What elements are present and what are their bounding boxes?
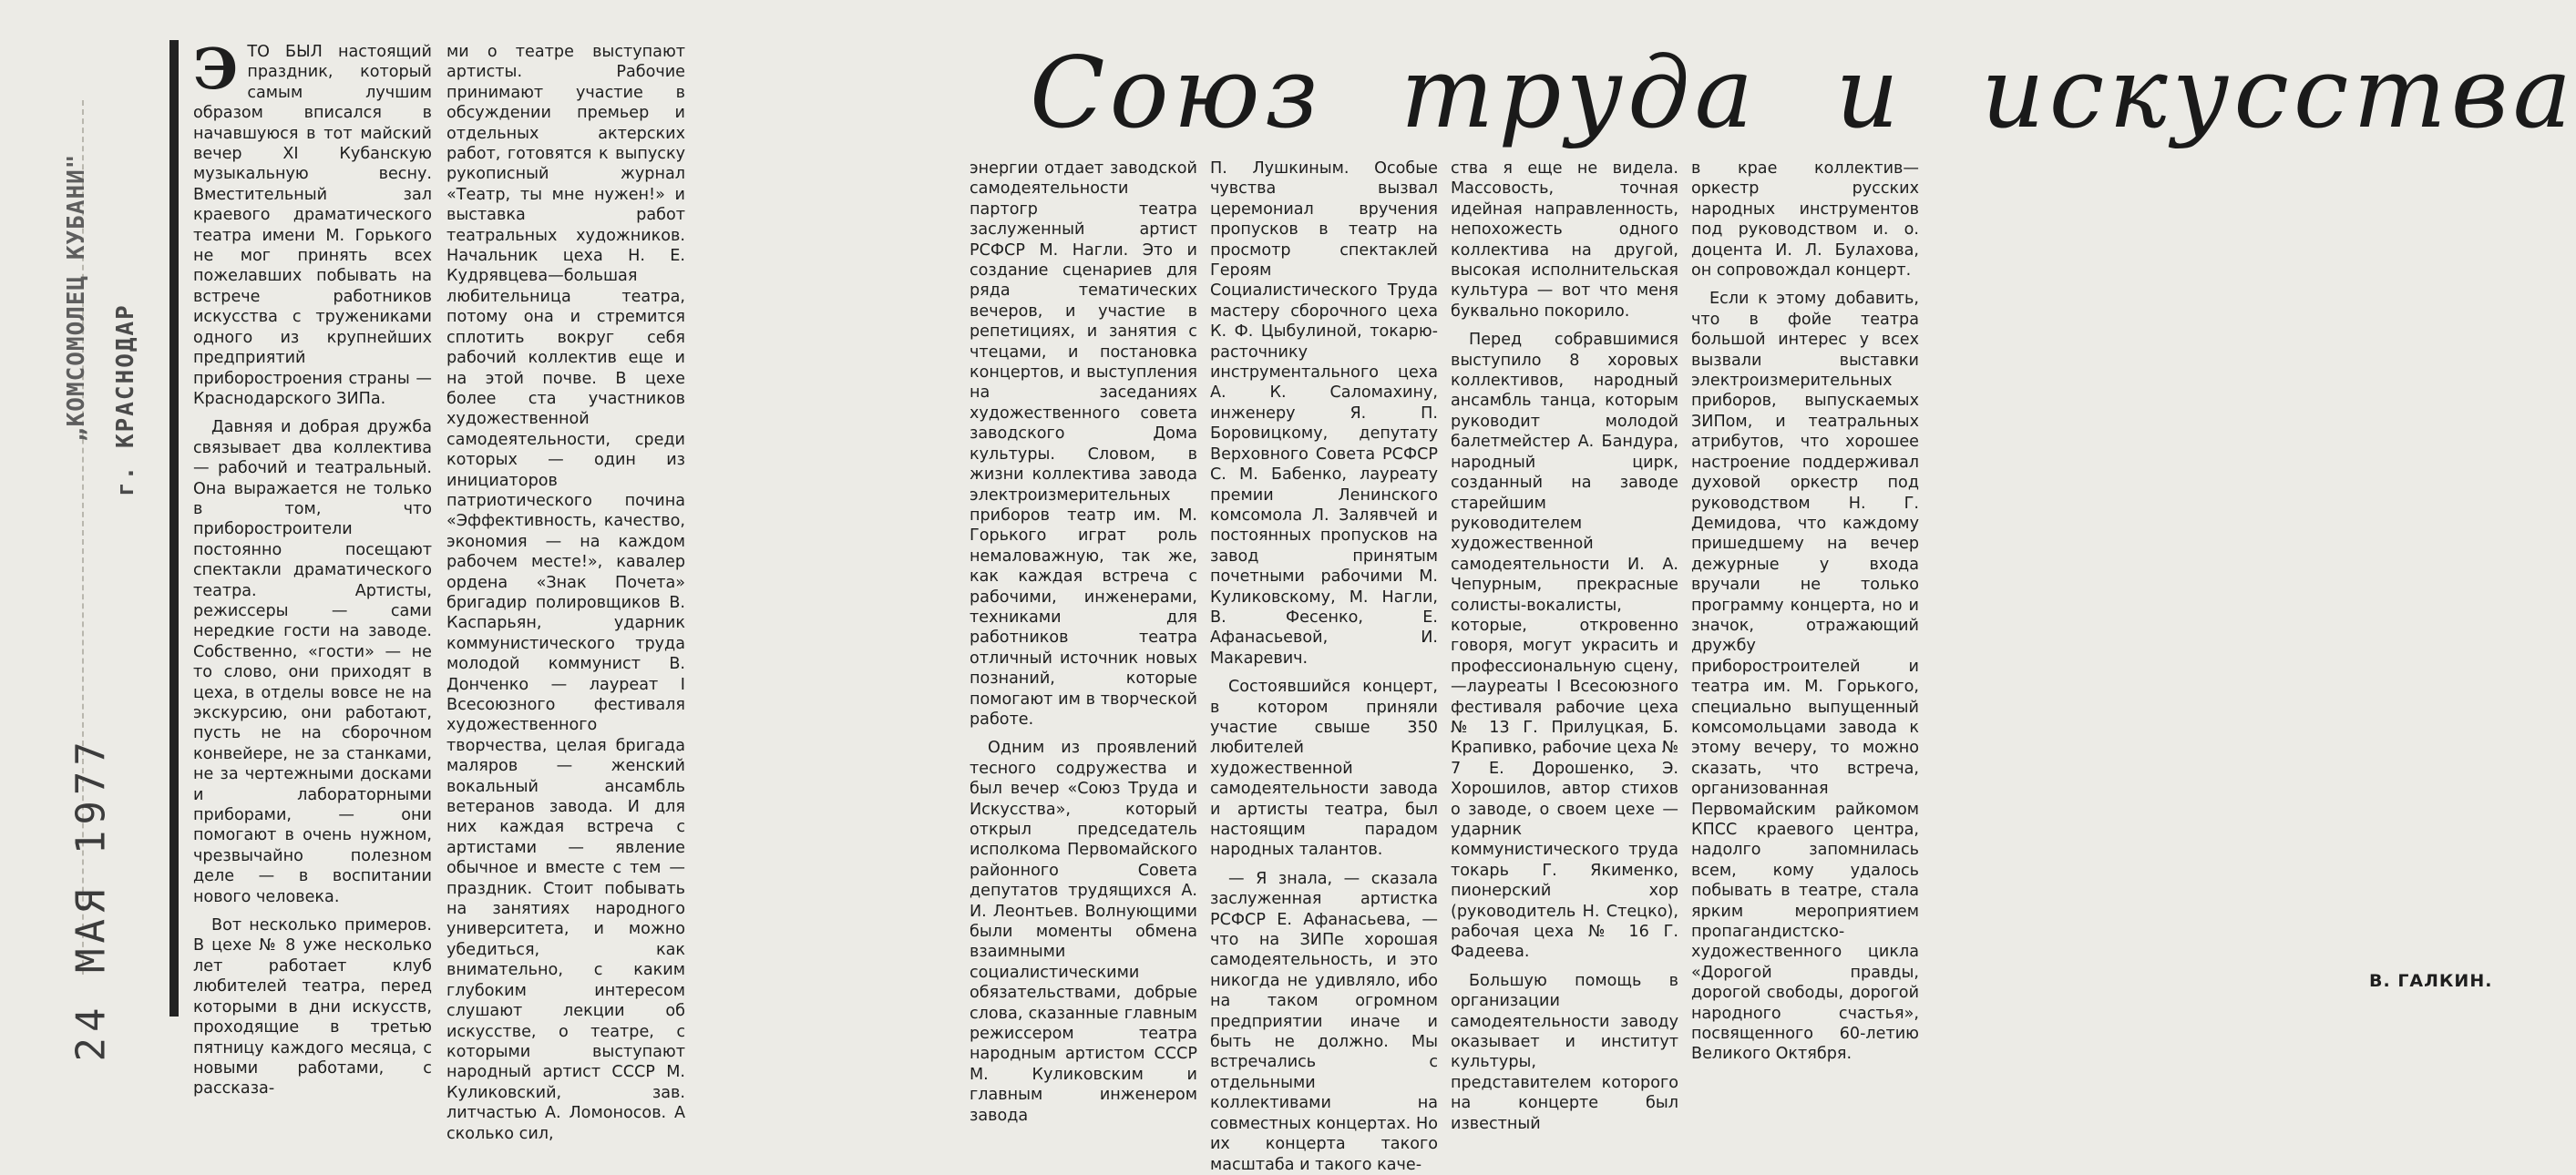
paragraph: ми о театре выступают артисты. Рабочие принимают участие в обсуждении премьер и отдельных актерских работ, готовятся к выпуску рукописный журнал «Театр, ты мне нужен!» и выставка работ театральных художников. Начальник цеха Н. Е. Кудрявцева—большая любительница театра, потому она и стремится сплотить вокруг себя рабочий коллектив еще и на этой почве. В цехе более ста участников художественной самодеятельности, среди которых — один из инициаторов патриотического почина «Эффективность, качество, экономия — на каждом рабочем месте!», кавалер ордена «Знак Почета» бригадир полировщиков В. Каспарьян, ударник коммунистического труда молодой коммунист В. Донченко — лауреат I Всесоюзного фестиваля художественного творчества, целая бригада маляров — женский вокальный ансамбль ветеранов завода. И для них каждая встреча с артистами — явление обычное и вместе с тем — праздник. Стоит побывать на занятиях народного университета, и можно убедиться, как внимательно, с каким глубоким интересом слушают лекции об искусстве, о театре, с которыми выступают народный артист СССР М. Куликовский, зав. литчастью А. Ломоносов. А сколько сил, — [446, 43, 685, 1143]
stamp-city: г. КРАСНОДАР — [112, 303, 139, 496]
article-headline: Союз труда и искусства — [1030, 36, 2576, 150]
paragraph: Если к этому добавить, что в фойе театра большой интерес у всех вызвали выставки электроизмерительных приборов, выпускаемых ЗИПом, и театральных атрибутов, что хорошее настроение поддерживал духовой оркестр под руководством Н. Г. Демидова, что каждому пришедшему на вечер дежурные у входа вручали не только программу концерта, но и значок, отражающий дружбу приборостроителей и театра им. М. Горького, специально выпущенный комсомольцами завода к этому вечеру, то можно сказать, что встреча, организованная Первомайским райкомом КПСС краевого центра, надолго запомнилась всем, кому удалось побывать в театре, стала ярким мероприятием пропагандистско-художественного цикла «Дорогой правды, дорогой свободы, дорогой народного счастья», посвященного 60-летию Великого Октября. — [1691, 290, 1919, 1064]
paragraph: Большую помощь в организации самодеятельности заводу оказывает и институт культуры, представителем которого на концерте был известный — [1451, 971, 1678, 1133]
drop-cap: Э — [193, 36, 239, 102]
paragraph: Вот несколько примеров. В цехе № 8 уже несколько лет работает клуб любителей театра, перед которыми в дни искусств, проходящие в третью пятницу каждого месяца, с новыми работами, с рассказа- — [193, 916, 432, 1098]
paragraph: в крае коллектив—оркестр русских народных инструментов под руководством и. о. доцента И. Л. Булахова, он сопровождал концерт. — [1691, 159, 1919, 281]
article-column-3 — [970, 158, 1197, 1125]
archive-stamp — [27, 100, 139, 1062]
paragraph: Давняя и добрая дружба связывает два коллектива — рабочий и театральный. Она выражается не только в том, что приборостроители постоянно посещают спектакли драматического театра. Артисты, режиссеры — сами нередкие гости на заводе. Собственно, «гости» — не то слово, они приходят в цеха, в отделы вовсе не на экскурсию, они работают, пусть не на сборочном конвейере, не за станками, не за чертежными досками и лабораторными приборами, — они помогают в очень нужном, чрезвычайно полезном деле — в воспитании нового человека. — [193, 418, 432, 906]
column-rule — [169, 40, 179, 1017]
paragraph: П. Лушкиным. Особые чувства вызвал церемониал вручения пропусков в театр на просмотр спектаклей Героям Социалистического Труда мастеру сборочного цеха К. Ф. Цыбулиной, токарю-расточнику инструментального цеха А. К. Саломахину, инженеру Я. П. Боровицкому, депутату Верховного Совета РСФСР С. М. Бабенко, лауреату премии Ленинского комсомола Л. Залявчей и постоянных пропусков на завод принятым почетными рабочими М. Куликовскому, М. Нагли, В. Фесенко, Е. Афанасьевой, И. Макаревич. — [1210, 159, 1438, 668]
paragraph: ЭТО БЫЛ настоящий праздник, который самым лучшим образом вписался в начавшуюся в тот майский вечер XI Кубанскую музыкальную весну. Вместительный зал краевого драматического театра имени М. Горького не мог принять всех пожелавших побывать на встрече работников искусства с тружениками одного из крупнейших предприятий приборостроения страны — Краснодарского ЗИПа. — [193, 36, 432, 408]
article-byline: В. ГАЛКИН. — [2369, 971, 2493, 991]
stamp-date: 24 МАЯ 1977 — [67, 736, 115, 1062]
article-column-4 — [1210, 158, 1438, 1174]
paragraph: энергии отдает заводской самодеятельности партогр театра заслуженный артист РСФСР М. Нагли. Это и создание сценариев для ряда тематических вечеров, и участие в репетициях, и занятия с чтецами, и постановка концертов, и выступления на заседаниях художественного совета заводского Дома культуры. Словом, в жизни коллектива завода электроизмерительных приборов театр им. М. Горького играт роль немаловажную, так же, как каждая встреча с рабочими, инженерами, техниками для работников театра отличный источник новых познаний, которые помогают им в творческой работе. — [970, 159, 1197, 729]
paragraph: Перед собравшимися выступило 8 хоровых коллективов, народный ансамбль танца, которым руководит молодой балетмейстер А. Бандура, народный цирк, созданный на заводе старейшим руководителем художественной самодеятельности И. А. Чепурным, прекрасные солисты-вокалисты, которые, откровенно говоря, могут украсить и профессиональную сцену,—лауреаты I Всесоюзного фестиваля рабочие цеха № 13 Г. Прилуцкая, Б. Крапивко, рабочие цеха № 7 Е. Дорошенко, Э. Хорошилов, автор стихов о заводе, о своем цехе — ударник коммунистического труда токарь Г. Якименко, пионерский хор (руководитель Н. Стецко), рабочая цеха № 16 Г. Фадеева. — [1451, 331, 1679, 962]
paragraph: Состоявшийся концерт, в котором приняли участие свыше 350 любителей художественной самодеятельности завода и артисты театра, был настоящим парадом народных талантов. — [1210, 678, 1438, 860]
article-column-1 — [193, 36, 432, 1098]
paragraph: ства я еще не видела. Массовость, точная идейная направленность, непохожесть одного коллектива на другой, высокая исполнительская культура — вот что меня буквально покорило. — [1451, 159, 1678, 321]
paragraph: Одним из проявлений тесного содружества и был вечер «Союз Труда и Искусства», который открыл председатель исполкома Первомайского районного Совета депутатов трудящихся А. И. Леонтьев. Волнующими были моменты обмена взаимными социалистическими обязательствами, добрые слова, сказанные главным режиссером театра народным артистом СССР М. Куликовским и главным инженером завода — [970, 739, 1197, 1125]
stamp-newspaper-name: „КОМСОМОЛЕЦ КУБАНИ" — [63, 153, 90, 442]
article-column-2 — [446, 42, 685, 1143]
article-column-5 — [1451, 158, 1679, 1133]
article-column-6 — [1691, 158, 1919, 1064]
paragraph: — Я знала, — сказала заслуженная артистка РСФСР Е. Афанасьева, — что на ЗИПе хорошая самодеятельность, и это никогда не удивляло, ибо на таком огромном предприятии иначе и быть не должно. Мы встречались с отдельными коллективами на совместных концертах. Но их концерта такого масштаба и такого каче- — [1210, 869, 1438, 1174]
